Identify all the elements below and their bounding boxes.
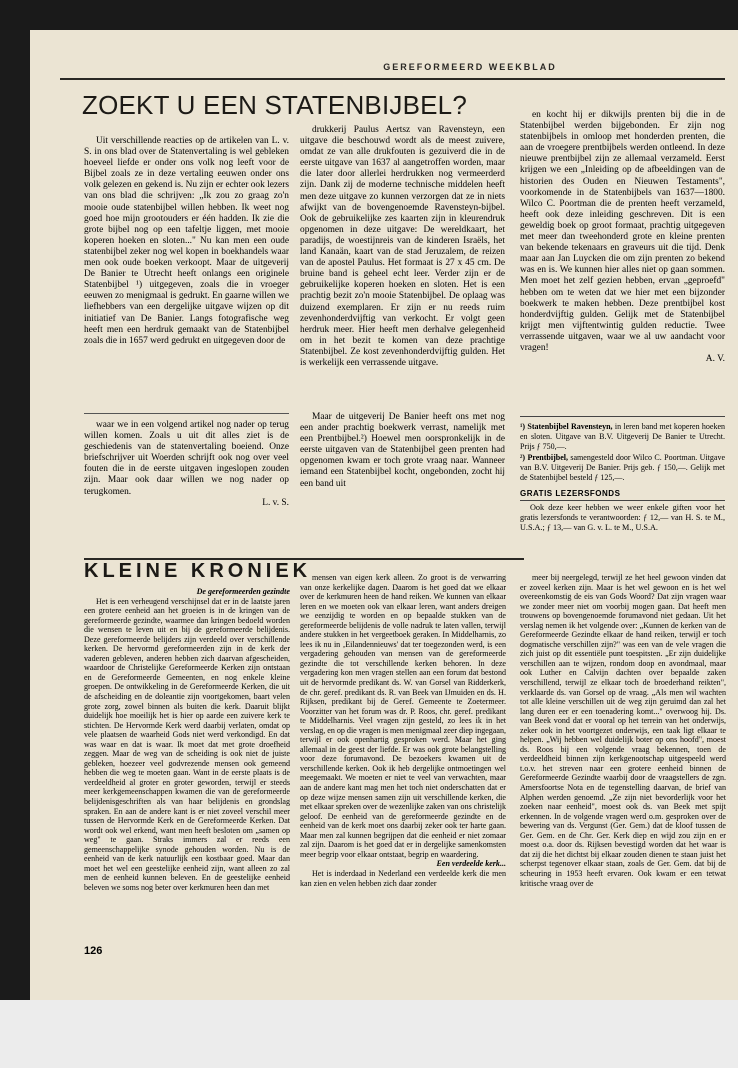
running-head: GEREFORMEERD WEEKBLAD: [383, 62, 557, 72]
lezersfonds-text: Ook deze keer hebben we weer enkele giften voor het gratis lezersfonds te verantwoorden: ƒ 12,— van H. S. te M., U.S.A.; ƒ 13,— van G. v. L. te M., U.S.A.: [520, 503, 725, 532]
kroniek-title: KLEINE KRONIEK: [84, 560, 312, 582]
article-continuation-2: [300, 412, 505, 490]
lezersfonds-rule: [520, 500, 725, 501]
article-text: drukkerij Paulus Aertsz van Ravensteyn, een uitgave die beschouwd wordt als de meest zuivere, omdat ze van alle drukfouten is gezuiverd die in de eerste uitgave van 1637 al aangetroffen worden, maar die later door allerlei herdrukken nog vermeerderd zijn. Dank zij de moderne technische middelen heeft men deze uitgave zo kunnen verzorgen dat ze in niets afwijkt van de bovengenoemde Ravensteyn-bijbel. Ook de gebruikelijke zes kaarten zijn in kleurendruk opgenomen in deze uitgave: De wereldkaart, het paradijs, de woestijnreis van de kinderen Israëls, het land Kanaän, kaart van de stad Jeruzalem, de reizen van de apostel Paulus. Het formaat is 27 x 45 cm. De bruine band is geheel echt leer. Verder zijn er de gebruikelijke koperen hoeken en sloten. Het is een prachtig bezit zo'n mooie Statenbijbel. De oplaag was duizend exemplaren. Er zijn er nu reeds ruim zevenhonderdvijftig van verkocht. Er volgt geen herdruk meer. Hier heeft men derhalve gelegenheid om in het bezit te komen van deze prachtige Statenbijbel. Ze kost zevenhonderdvijftig gulden. Het is werkelijk een verrassende uitgave.: [300, 125, 505, 368]
footnote-1: ¹) Statenbijbel Ravensteyn, in leren band met koperen hoeken en sloten. Uitgave van B.V. Uitgeverij De Banier te Utrecht. Prijs ƒ 750,—.: [520, 422, 726, 451]
lezersfonds-title: GRATIS LEZERSFONDS: [520, 489, 621, 498]
article-column-3: [520, 110, 725, 365]
scan-border-bottom: [0, 1000, 738, 1068]
kroniek-column-2: [300, 573, 506, 888]
kroniek-subheading: De gereformeerden gezindte: [196, 587, 290, 596]
kroniek-text: mensen van eigen kerk alleen. Zo groot is de verwarring van onze kerkelijke dagen. Daarom is het goed dat we elkaar over de kerkmuren heen de hand reiken. We kunnen van elkaar leren en we moeten ook van elkaar leren, want anders dreigen we eenzijdig te worden en op bepaalde stukken van de gereformeerde belijdenis de volle nadruk te laten vallen, terwijl andere stukken in het vergeetboek geraken. In Middelharnis, zo lees ik nu in ‚Eilandennieuws' dat ter toegezonden werd, is een vergadering gehouden van mensen van de gereformeerde gezindte die tot verschillende kerken behoren. In deze vergadering kon men vragen stellen aan een forum dat bestond uit de hervormde predikant ds. W. van Gorsel van Ridderkerk, de chr. geref. predikant ds. R. van Beek van IJmuiden en ds. H. Rijksen, predikant bij de Geref. Gemeente te Zoetermeer. Voorzitter van het forum was dr. P. Roos, chr. geref. predikant te Middelharnis. Veel vragen zijn gesteld, zo lees ik in het verslag, en op die vragen is men menigmaal zeer diep ingegaan, terwijl er ook openhartig gesproken werd. Maar het ging allemaal in de geest der liefde. Er was ook grote belangstelling voor deze forumavond. De bezoekers kwamen uit de verschillende kerken. Ook ik heb dergelijke ontmoetingen wel meegemaakt. We moeten er niet te veel van verwachten, maar aan de andere kant mag men het toch niet onderschatten dat er op deze wijze mensen samen zijn uit verschillende kerken, die met elkaar spreken over de wezenlijke zaken van ons christelijk geloof. De eenheid van de gereformeerde gezindte en de eenheid van de kerk moet ons daarbij zeker ook ter harte gaan. Maar men zal kunnen begrijpen dat die eenheid er niet zomaar zal zijn. Daarom is het goed dat er in dergelijke samenkomsten meer begrip voor elkaar ontstaat, begrip en waardering.: [300, 573, 507, 859]
article-column-1: [84, 136, 289, 347]
article-signature: L. v. S.: [262, 497, 289, 508]
article-text: Uit verschillende reacties op de artikelen van L. v. S. in ons blad over de Statenvertaling is wel gebleken hoeveel liefde er onder ons volk nog leeft voor de Bijbel zoals ze in deze vertaling eeuwen onder ons volk gelezen en gekend is. Nu zijn er echter ook lezers van ons blad die schrijven: „Ik zou zo graag zo'n mooie oude statenbijbel willen hebben. Ik weet nog goed hoe mijn grootouders er één hadden. Ik zie die grote bijbel nog op een tafeltje liggen, met mooie koperen hoeken en sloten..." Nu kan men een oude statenbijbel zeker nog wel kopen in boekhandels waar men ook oude boeken verkoopt. Maar de uitgeverij De Banier te Utrecht heeft onlangs een originele Statenbijbel ¹) uitgegeven, zoals die in vroeger eeuwen zo menigmaal is gedrukt. En gaarne willen we liefhebbers van een dergelijke uitgave wijzen op dit initiatief van De Banier. Langs fotografische weg heeft men een herdruk gemaakt van de Statenbijbel zoals die in 1657 werd gedrukt en uitgegeven door de: [84, 136, 289, 346]
article-continuation: [84, 420, 289, 509]
kroniek-column-1: [84, 587, 290, 893]
header-rule: [60, 78, 725, 80]
kroniek-text: meer bij neergelegd, terwijl ze het heel gewoon vinden dat er zoveel kerken zijn. Maar is het wel gewoon en is het wel overeenkomstig de eis van Gods Woord? Dat zijn vragen waar we zonder meer niet om voorbij mogen gaan. Dat heeft men trouwens op bovengenoemde forumavond niet gedaan. Uit het verslag nemen ik het volgende over: „Kunnen de kerken van de Gereformeerde Gezindte elkaar de hand reiken, terwijl er toch dogmatische verschillen zijn?" was een van de vele vragen die zich juist op dit essentiële punt toespitsten. „Er zijn duidelijke verschillen aan te wijzen, rondom doop en avondmaal, maar ook Luther en Calvijn dachten over bepaalde zaken verschillend, terwijl ze elkaar toch de broederhand reikten", verklaarde ds. van Gorsel op de vraag. „Als men wil wachten tot alle kleine verschillen uit de weg zijn geruimd dan zal het lang duren eer er een toenadering komt..." overwoog hij. Ds. van Beek vond dat er vooral op het terrein van het onderwijs, zeker ook in het voortgezet onderwijs, een taak ligt elkaar te helpen. „Wij hebben wel duidelijk boter op ons hoofd", moest ds. Roos bij een volgende vraag bekennen, toen de verdeeldheid binnen zijn kerkgenootschap uitgespeeld werd t.o.v. het streven naar een grotere eenheid binnen de Gereformeerde Gezindte waarbij door de vraagstellers de zgn. Amersfoortse Nota en de tegenstelling daarvan, de brief van Alphen werden genoemd. „Ze zijn niet bevorderlijk voor het zoeken naar eenheid", moest ook ds. van Beek met spijt erkennen. In de volgende vragen werd o.m. gesproken over de bewering van ds. Vergunst (Ger. Gem.) dat de kloof tussen de Ger. Gem. en de Chr. Ger. Kerk diep en wijd zou zijn en er moest o.a. door ds. Rijksen bevestigd worden dat het waar is dat zij die het dichtst bij elkaar zouden dienen te staan juist het scherpst tegenover elkaar staan, zoals de Ger. Gem. dat bij de scheuring in 1953 heeft ervaren. Ook kwam er een tetwat kritische vraag over de: [520, 573, 726, 888]
kroniek-text: Het is inderdaad in Nederland een verdeelde kerk die men kan zien en velen hebben zich daar zonder: [300, 868, 506, 888]
article-text: en kocht hij er dikwijls prenten bij die in de Statenbijbel werden bijgebonden. Er zijn nog statenbijbels in omloop met honderden prenten, die aan de vroegere prentbijbels werden ontleend. In deze nieuwe prentbijbel zijn ze allemaal verzameld. Eerst krijgen we een „Inleiding op de afbeeldingen van de historien des Ouden en Nieuwen Testaments", voorkomende in de Statenbijbels van 1637—1800. Wilco C. Poortman die de prenten heeft verzameld, heeft ook deze inleiding geschreven. Dit is een geweldig boek op groot formaat, prachtig uitgegeven met meer dan tweehonderd grote en kleine prenten van bekende tekenaars en graveurs uit die tijd. Denk maar aan Jan Luycken die om zijn prenten zo bekend was en is. We kunnen hier alles niet op gaan sommen. Men moet het zelf gezien hebben, ervan „geproefd" hebben om te weten dat we hier met een bijzonder boekwerk te maken hebben. Deze prentbijbel kost honderdvijftig gulden. Gelijk met de Statenbijbel krijgt men vijftentwintig gulden reductie. Twee verrassende uitgaven, waar we al uw aandacht voor vragen!: [520, 110, 725, 353]
article-signature: A. V.: [705, 354, 725, 365]
article-text: waar we in een volgend artikel nog nader op terug willen komen. Zoals u uit dit alles ziet is de geschiedenis van de statenvertaling boeiend. Onze briefschrijver uit Woerden schrijft ook nog over veel fouten die in de eerste uitgaven ingeslopen zouden zijn. Maar ook daar willen we nog nader op terugkomen.: [84, 420, 289, 497]
article-text: Maar de uitgeverij De Banier heeft ons met nog een ander prachtig boekwerk verrast, namelijk met een Prentbijbel.²) Hoewel men oorspronkelijk in de eerste uitgaven van de Statenbijbel geen prenten had opgenomen kwam er toch grote vraag naar. Wanneer iemand een Statenbijbel kocht, ongebonden, zocht hij een band uit: [300, 412, 505, 489]
article-column-2: [300, 125, 505, 369]
kroniek-column-3: [520, 573, 726, 888]
column-divider: [84, 413, 289, 414]
article-title: ZOEKT U EEN STATENBIJBEL?: [82, 90, 467, 120]
footnote-rule: [520, 416, 725, 417]
footnotes: [520, 422, 725, 485]
page-number: 126: [84, 945, 103, 957]
footnote-2: ²) Prentbijbel, samengesteld door Wilco C. Poortman. Uitgave van B.V. Uitgeverij De Banier. Prijs geb. ƒ 150,—. Gelijk met de Statenbijbel besteld ƒ 125,—.: [520, 453, 726, 482]
kroniek-text: Het is een verheugend verschijnsel dat er in de laatste jaren een grotere eenheid aan het groeien is in de kringen van de gereformeerde gezindte, waarmee dan kringen bedoeld worden die wensen te leven uit en bij de gereformeerde belijdenis. Deze gereformeerde belijders zijn verdeeld over verschillende kerken. De hervormd gereformeerden zijn in de kerk der vaderen gebleven, anderen hebben zich daarvan afgescheiden, waardoor de Christelijke Gereformeerde Kerken zijn ontstaan en de Gereformeerde Gemeenten, en nog enkele kleine groepen. De ontwikkeling in de Gereformeerde Kerken, die uit de afscheiding en de doleantie zijn voortgekomen, baart velen grote zorg, zowel binnen als buiten die kerk. Daaruit blijkt duidelijk hoe moeilijk het is hier op aarde een zuivere kerk te stichten. De Hervormde Kerk werd daarbij verlaten, omdat op vele plaatsen de waarheid Gods niet werd verkondigd. En dat was waar en dat is waar. Ik moet dat met grote droefheid zeggen. Maar de weg van de scheiding is ook niet de juiste gebleken, hoezeer veel godvrezende mensen ook gemeend hebben die weg te moeten gaan. Want in de eerste plaats is de verdeeldheid al groter en groter geworden, terwijl er steeds meer kerkgemeenschappen kwamen die van de gereformeerde belijdenisgeschriften als van haar belijdenis en grondslag spraken. En aan de andere kant is er niet zoveel verschil meer tussen de Hervormde Kerk en de Gereformeerde Kerken. Dat wordt ook wel erkend, want men heeft besloten om „samen op weg" te gaan. Straks immers zal er reeds een gemeenschappelijke synode gehouden worden. Nu is de eenheid van de kerk natuurlijk een kostbaar goed. Maar dan moet het wel een geestelijke eenheid zijn, want alleen zo zal men de eenheid kunnen beleven. En de geestelijke eenheid beleven we soms nog beter over kerkmuren heen dan met: [84, 596, 290, 892]
kroniek-subheading: Een verdeelde kerk...: [436, 859, 506, 869]
